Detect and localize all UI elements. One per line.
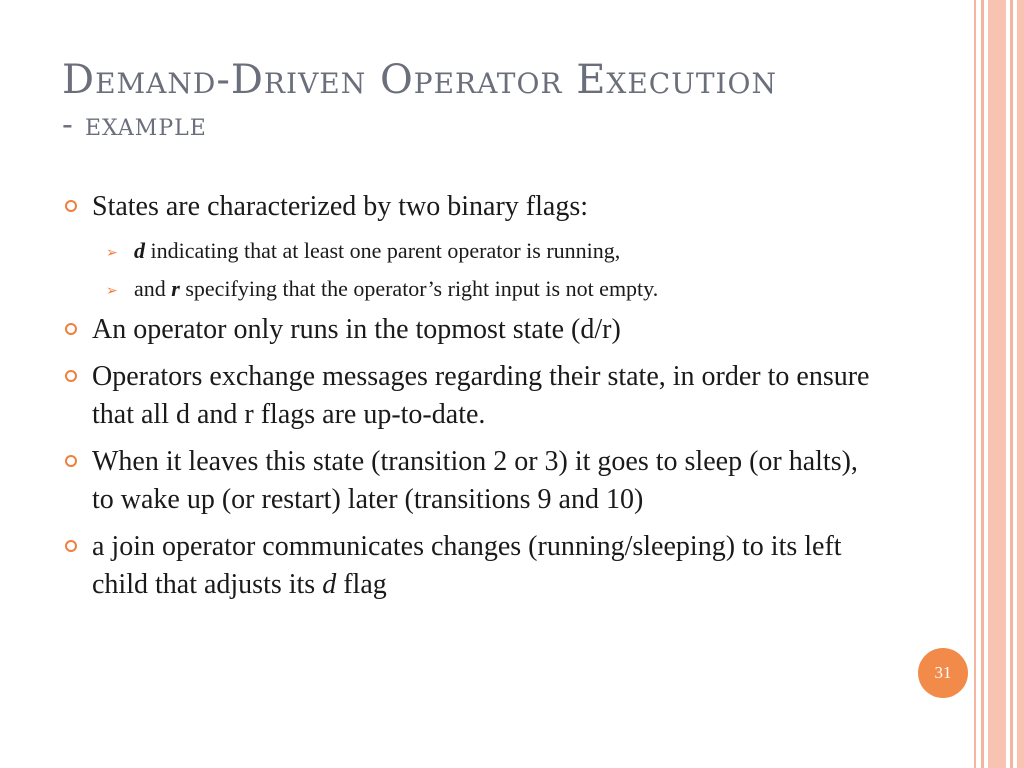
- circle-bullet-icon: [65, 370, 77, 382]
- circle-bullet-icon: [65, 540, 77, 552]
- circle-bullet-icon: [65, 455, 77, 467]
- stripe-1: [974, 0, 976, 768]
- arrow-bullet-icon: ➢: [106, 283, 118, 299]
- bullet-item-4: [62, 443, 872, 519]
- bullet-item-3: [62, 358, 872, 434]
- variable-d: d: [322, 569, 337, 600]
- bullet-text: Operators exchange messages regarding their state, in order to ensure that all d and r flags are up-to-date.: [92, 361, 870, 430]
- sub-bullet-text: indicating that at least one parent operator is running,: [145, 238, 621, 263]
- slide-title: [62, 56, 922, 144]
- bullet-item-5: [62, 528, 872, 604]
- stripe-3: [988, 0, 1006, 768]
- page-number-badge: [918, 648, 968, 698]
- title-line-1: Demand-Driven Operator Execution: [62, 57, 778, 103]
- variable-d: d: [134, 238, 145, 263]
- arrow-bullet-icon: ➢: [106, 245, 118, 261]
- bullet-text: When it leaves this state (transition 2 or 3) it goes to sleep (or halts), to wake up (or restart) later (transitions 9 and 10): [92, 446, 858, 515]
- sub-bullet-prefix: and: [134, 276, 172, 301]
- slide-content: [62, 188, 872, 613]
- sub-bullet-item-2: [62, 273, 872, 305]
- stripe-5: [1017, 0, 1024, 768]
- bullet-suffix: flag: [336, 569, 387, 600]
- stripe-2: [981, 0, 984, 768]
- title-line-2: - example: [62, 105, 207, 143]
- circle-bullet-icon: [65, 323, 77, 335]
- sub-bullet-item-1: [62, 235, 872, 267]
- bullet-text: An operator only runs in the topmost state (d/r): [92, 314, 621, 345]
- bullet-text: States are characterized by two binary flags:: [92, 191, 589, 222]
- page-number: 31: [934, 663, 952, 682]
- bullet-item-2: [62, 311, 872, 349]
- variable-r: r: [171, 276, 180, 301]
- stripe-4: [1010, 0, 1013, 768]
- circle-bullet-icon: [65, 200, 77, 212]
- bullet-item-1: [62, 188, 872, 226]
- decorative-stripes: [974, 0, 1024, 768]
- sub-bullet-text: specifying that the operator’s right input is not empty.: [179, 276, 659, 301]
- bullet-text: a join operator communicates changes (running/sleeping) to its left child that adjusts its: [92, 531, 842, 600]
